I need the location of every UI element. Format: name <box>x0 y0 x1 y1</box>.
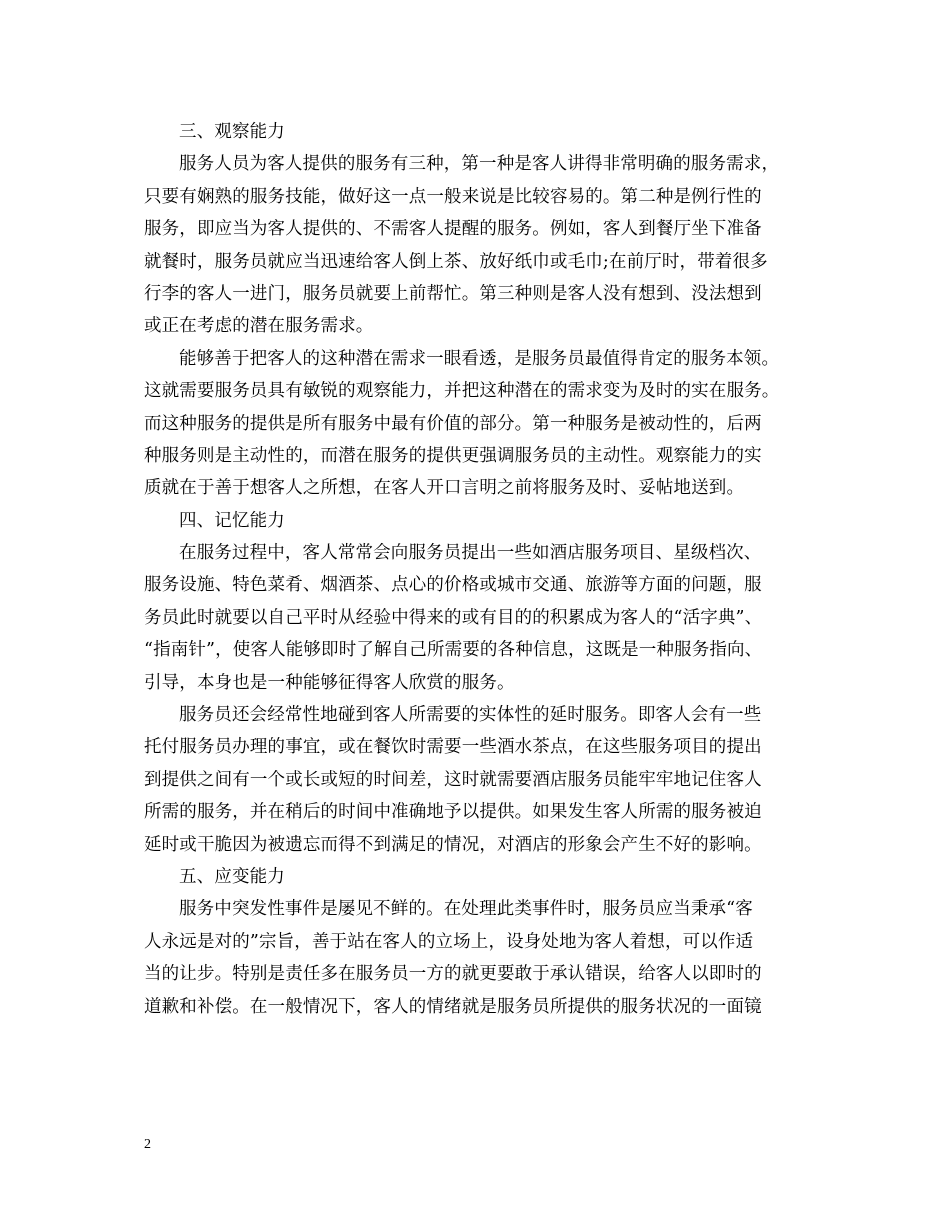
paragraph-line: 种服务则是主动性的，而潜在服务的提供更强调服务员的主动性。观察能力的实 <box>144 445 762 466</box>
paragraph-line: 行李的客人一进门，服务员就要上前帮忙。第三种则是客人没有想到、没法想到 <box>144 283 762 304</box>
paragraph-line: 引导，本身也是一种能够征得客人欣赏的服务。 <box>144 672 515 693</box>
section-heading: 四、记忆能力 <box>179 510 285 531</box>
paragraph-line: “指南针”，使客人能够即时了解自己所需要的各种信息，这既是一种服务指向、 <box>144 640 763 661</box>
paragraph-line: 托付服务员办理的事宜，或在餐饮时需要一些酒水茶点，在这些服务项目的提出 <box>144 737 762 758</box>
paragraph-line: 服务，即应当为客人提供的、不需客人提醒的服务。例如，客人到餐厅坐下准备 <box>144 219 762 240</box>
paragraph-line: 能够善于把客人的这种潜在需求一眼看透，是服务员最值得肯定的服务本领。 <box>179 348 780 369</box>
paragraph-line: 在服务过程中，客人常常会向服务员提出一些如酒店服务项目、星级档次、 <box>179 543 762 564</box>
paragraph-line: 到提供之间有一个或长或短的时间差，这时就需要酒店服务员能牢牢地记住客人 <box>144 769 762 790</box>
paragraph-line: 或正在考虑的潜在服务需求。 <box>144 316 374 337</box>
paragraph-line: 道歉和补偿。在一般情况下，客人的情绪就是服务员所提供的服务状况的一面镜 <box>144 996 762 1017</box>
body-text <box>144 116 814 1023</box>
paragraph-line: 延时或干脆因为被遗忘而得不到满足的情况，对酒店的形象会产生不好的影响。 <box>144 834 762 855</box>
paragraph-line: 服务设施、特色菜肴、烟酒茶、点心的价格或城市交通、旅游等方面的问题，服 <box>144 575 762 596</box>
section-heading: 三、观察能力 <box>179 122 285 142</box>
paragraph-line: 服务中突发性事件是屡见不鲜的。在处理此类事件时，服务员应当秉承“客 <box>179 899 753 920</box>
paragraph-line: 就餐时，服务员就应当迅速给客人倒上茶、放好纸巾或毛巾;在前厅时，带着很多 <box>144 251 768 272</box>
paragraph-line: 质就在于善于想客人之所想，在客人开口言明之前将服务及时、妥帖地送到。 <box>144 478 745 499</box>
paragraph-line: 服务员还会经常性地碰到客人所需要的实体性的延时服务。即客人会有一些 <box>179 705 762 726</box>
paragraph-line: 而这种服务的提供是所有服务中最有价值的部分。第一种服务是被动性的，后两 <box>144 413 762 434</box>
paragraph-line: 人永远是对的”宗旨，善于站在客人的立场上，设身处地为客人着想，可以作适 <box>144 931 754 952</box>
paragraph-line: 当的让步。特别是责任多在服务员一方的就更要敢于承认错误，给客人以即时的 <box>144 964 762 985</box>
paragraph-line: 这就需要服务员具有敏锐的观察能力，并把这种潜在的需求变为及时的实在服务。 <box>144 381 780 402</box>
paragraph-line: 所需的服务，并在稍后的时间中准确地予以提供。如果发生客人所需的服务被迫 <box>144 802 762 823</box>
paragraph-line: 服务人员为客人提供的服务有三种，第一种是客人讲得非常明确的服务需求， <box>179 154 780 175</box>
page-number: 2 <box>144 1137 151 1152</box>
paragraph-line: 只要有娴熟的服务技能，做好这一点一般来说是比较容易的。第二种是例行性的 <box>144 186 762 207</box>
section-heading: 五、应变能力 <box>179 866 285 887</box>
paragraph-line: 务员此时就要以自己平时从经验中得来的或有目的的积累成为客人的“活字典”、 <box>144 607 763 628</box>
